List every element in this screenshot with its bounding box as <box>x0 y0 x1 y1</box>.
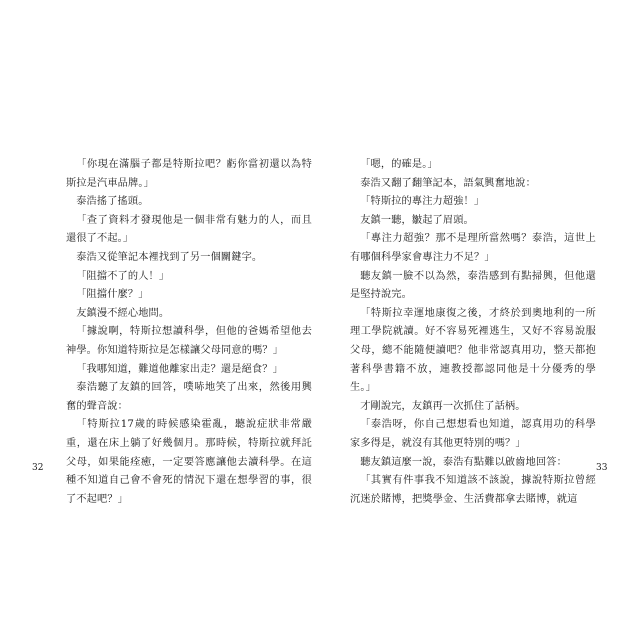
left-page <box>66 156 312 509</box>
paragraph: 才剛說完，友鎮再一次抓住了話柄。 <box>360 400 526 412</box>
paragraph: 聽友鎮這麼一說，泰浩有點難以啟齒地回答： <box>360 456 567 468</box>
paragraph: 「專注力超強？那不是理所當然嗎？泰浩，這世上有哪個科學家會專注力不足？」 <box>350 233 596 263</box>
paragraph: 泰浩又翻了翻筆記本，語氣興奮地說： <box>360 177 536 189</box>
paragraph: 「特斯拉幸運地康復之後，才終於到奧地利的一所理工學院就讀。好不容易死裡逃生，又好不容易說服父母，總不能隨便讀吧？他非常認真用功，整天都抱著科學書籍不放，連教授都認同他是十分優秀的學生。」 <box>350 307 596 394</box>
paragraph: 「特斯拉17歲的時候感染霍亂，聽說症狀非常嚴重，還在床上躺了好幾個月。那時候，特斯拉就拜託父母，如果能痊癒，一定要答應讓他去讀科學。在這種不知道自己會不會死的情況下還在想學習的事，很了不起吧？」 <box>66 419 312 505</box>
paragraph: 「你現在滿腦子都是特斯拉吧？虧你當初還以為特斯拉是汽車品牌。」 <box>66 159 312 189</box>
page-number-left: 32 <box>32 463 44 473</box>
paragraph: 「據說啊，特斯拉想讀科學，但他的爸媽希望他去神學。你知道特斯拉是怎樣讓父母同意的嗎？」 <box>66 326 312 356</box>
paragraph: 「我哪知道，難道他離家出走？還是絕食？」 <box>76 363 283 375</box>
right-page <box>350 156 596 509</box>
paragraph: 泰浩又從筆記本裡找到了另一個關鍵字。 <box>76 251 263 263</box>
paragraph: 「阻擋什麼？」 <box>76 289 149 301</box>
paragraph: 「泰浩呀，你自己想想看也知道，認真用功的科學家多得是，就沒有其他更特別的嗎？」 <box>350 419 596 449</box>
paragraph: 泰浩搖了搖頭。 <box>76 196 149 208</box>
paragraph: 友鎮漫不經心地問。 <box>76 307 170 319</box>
paragraph: 「查了資料才發現他是一個非常有魅力的人，而且還很了不起。」 <box>66 214 312 245</box>
paragraph: 友鎮一聽，皺起了眉頭。 <box>360 214 474 226</box>
page-number-right: 33 <box>596 463 608 473</box>
paragraph: 「特斯拉的專注力超強！」 <box>360 196 485 208</box>
paragraph: 泰浩聽了友鎮的回答，噗哧地笑了出來，然後用興奮的聲音說： <box>66 382 312 412</box>
paragraph: 「其實有件事我不知道該不該說，據說特斯拉曾經沉迷於賭博，把獎學金、生活費都拿去賭博，就這 <box>350 475 596 505</box>
paragraph: 「阻擋不了的人！」 <box>76 270 170 282</box>
paragraph: 「嗯，的確是。」 <box>360 159 438 170</box>
paragraph: 聽友鎮一臉不以為然，泰浩感到有點掃興，但他還是堅持說完。 <box>350 270 596 301</box>
